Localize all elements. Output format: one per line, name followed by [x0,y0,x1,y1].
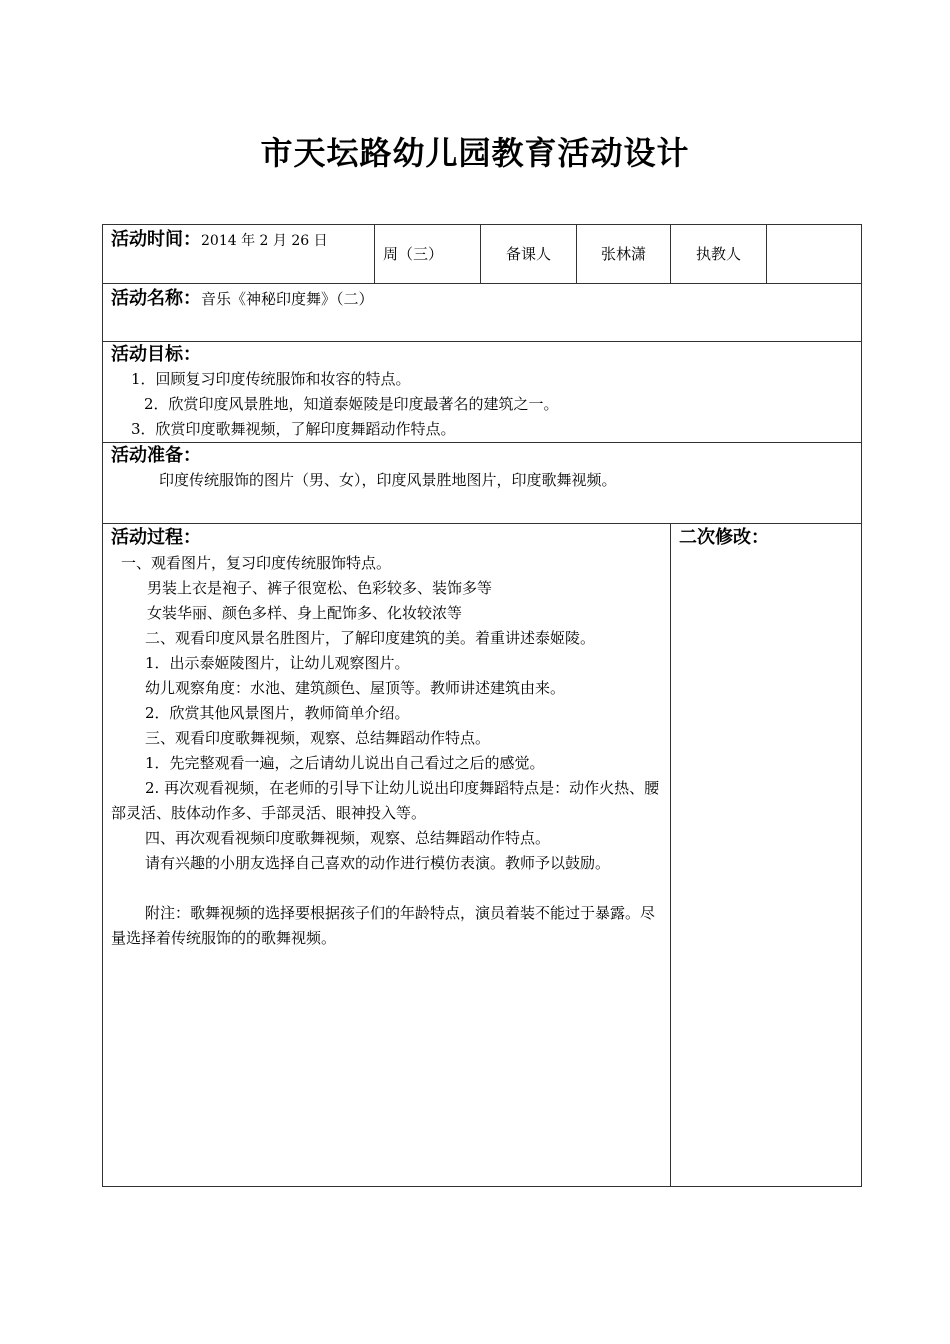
process-paragraph: 幼儿观察角度：水池、建筑颜色、屋顶等。教师讲述建筑由来。 [145,679,566,697]
time-value: 2014 年 2 月 26 日 [201,233,328,249]
revision-cell [671,524,862,1187]
process-paragraph: 男装上衣是袍子、裤子很宽松、色彩较多、装饰多等 [147,579,493,597]
process-paragraph: 三、观看印度歌舞视频，观察、总结舞蹈动作特点。 [145,729,491,747]
process-paragraph: 女装华丽、颜色多样、身上配饰多、化妆较浓等 [147,604,463,622]
activity-name-cell [103,284,862,342]
preparation-value: 印度传统服饰的图片（男、女），印度风景胜地图片，印度歌舞视频。 [159,471,617,489]
teacher-label: 执教人 [695,244,741,263]
process-paragraph: 二、观看印度风景名胜图片，了解印度建筑的美。着重讲述泰姬陵。 [145,629,596,647]
process-label: 活动过程： [111,527,201,548]
activity-name-row [103,284,862,342]
activity-name-value: 音乐《神秘印度舞》（二） [201,290,374,308]
preparer-label-cell [481,225,577,284]
process-cell [103,524,671,1187]
time-cell [103,225,375,284]
process-paragraph: 请有兴趣的小朋友选择自己喜欢的动作进行模仿表演。教师予以鼓励。 [145,854,611,872]
process-row [103,524,862,1187]
preparation-row [103,443,862,524]
preparation-label: 活动准备： [111,445,201,466]
preparer-label: 备课人 [505,244,551,263]
revision-label: 二次修改： [679,527,769,548]
objectives-cell [103,342,862,443]
process-paragraph: 一、观看图片，复习印度传统服饰特点。 [121,554,392,572]
page-title: 市天坛路幼儿园教育活动设计 [260,134,690,172]
objective-item: 1．回顾复习印度传统服饰和妆容的特点。 [131,370,411,388]
preparation-cell [103,443,862,524]
header-row [103,225,862,284]
time-label: 活动时间： [111,229,201,250]
objective-item: 2．欣赏印度风景胜地，知道泰姬陵是印度最著名的建筑之一。 [144,395,559,413]
process-paragraph: 1．出示泰姬陵图片，让幼儿观察图片。 [145,654,410,672]
weekday-cell [375,225,481,284]
activity-design-table [102,224,862,1187]
process-note: 附注：歌舞视频的选择要根据孩子们的年龄特点，演员着装不能过于暴露。尽量选择着传统服饰的的歌舞视频。 [111,904,656,947]
objective-item: 3．欣赏印度歌舞视频，了解印度舞蹈动作特点。 [131,420,456,438]
process-blank-line [111,876,663,901]
process-paragraph: 四、再次观看视频印度歌舞视频，观察、总结舞蹈动作特点。 [145,829,551,847]
process-paragraph: 1．先完整观看一遍，之后请幼儿说出自己看过之后的感觉。 [145,754,545,772]
teacher-name-cell [767,225,862,284]
teacher-label-cell [671,225,767,284]
objectives-row [103,342,862,443]
preparer-name-cell [577,225,671,284]
process-paragraph: 2．欣赏其他风景图片，教师简单介绍。 [145,704,410,722]
preparer-name: 张林潇 [600,244,646,263]
activity-name-label: 活动名称： [111,288,201,309]
process-paragraph: 2. 再次观看视频，在老师的引导下让幼儿说出印度舞蹈特点是：动作火热、腰部灵活、肢体动作多、手部灵活、眼神投入等。 [111,779,660,822]
weekday: 周（三） [383,244,444,263]
objectives-label: 活动目标： [111,344,201,365]
